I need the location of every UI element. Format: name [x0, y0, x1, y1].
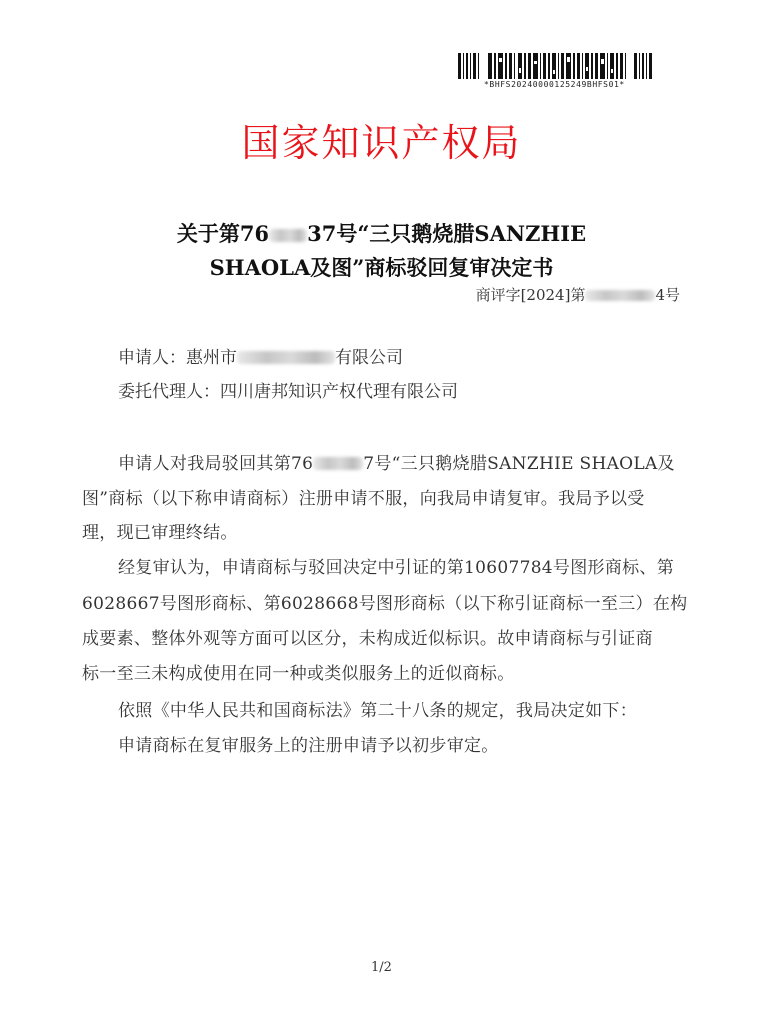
barcode: [458, 53, 652, 79]
paragraph-1-line-2: 图”商标（以下称申请商标）注册申请不服，向我局申请复审。我局予以受: [82, 489, 645, 509]
p1-prefix: 申请人对我局驳回其第76: [118, 454, 314, 474]
reference-suffix: 4号: [655, 286, 680, 304]
paragraph-1-line-1: [118, 449, 675, 474]
paragraph-2-line-3: 成要素、整体外观等方面可以区分，未构成近似标识。故申请商标与引证商: [82, 629, 653, 649]
redacted-mark: [313, 457, 363, 470]
agent-line: 委托代理人：四川唐邦知识产权代理有限公司: [118, 382, 458, 402]
reference-number: [476, 284, 680, 305]
p1-suffix: 7号“三只鹅烧腊SANZHIE SHAOLA及: [363, 454, 675, 474]
title-line1-suffix: 37号“三只鹅烧腊SANZHIE: [307, 221, 587, 246]
paragraph-2-line-4: 标一至三未构成使用在同一种或类似服务上的近似商标。: [82, 664, 515, 684]
document-title-line-2: SHAOLA及图”商标驳回复审决定书: [209, 255, 554, 280]
applicant-suffix: 有限公司: [335, 348, 403, 368]
redacted-mark: [269, 229, 307, 242]
applicant-line: [118, 343, 403, 368]
redacted-mark: [237, 351, 335, 364]
applicant-prefix: 申请人：惠州市: [118, 348, 237, 368]
paragraph-4: 申请商标在复审服务上的注册申请予以初步审定。: [118, 736, 499, 756]
barcode-text: *BHFS20240000125249BHFS01*: [484, 80, 625, 89]
document-title-line-1: [0, 218, 763, 248]
office-name: 国家知识产权局: [241, 121, 522, 165]
redacted-mark: [585, 290, 655, 301]
paragraph-3: 依照《中华人民共和国商标法》第二十八条的规定，我局决定如下：: [118, 701, 637, 721]
page-number: 1/2: [371, 960, 392, 975]
paragraph-2-line-2: 6028667号图形商标、第6028668号图形商标（以下称引证商标一至三）在构: [82, 594, 688, 614]
title-line1-prefix: 关于第76: [176, 221, 270, 246]
paragraph-2-line-1: 经复审认为，申请商标与驳回决定中引证的第10607784号图形商标、第: [118, 558, 675, 578]
paragraph-1-line-3: 理，现已审理终结。: [82, 523, 238, 543]
reference-prefix: 商评字[2024]第: [475, 286, 586, 304]
